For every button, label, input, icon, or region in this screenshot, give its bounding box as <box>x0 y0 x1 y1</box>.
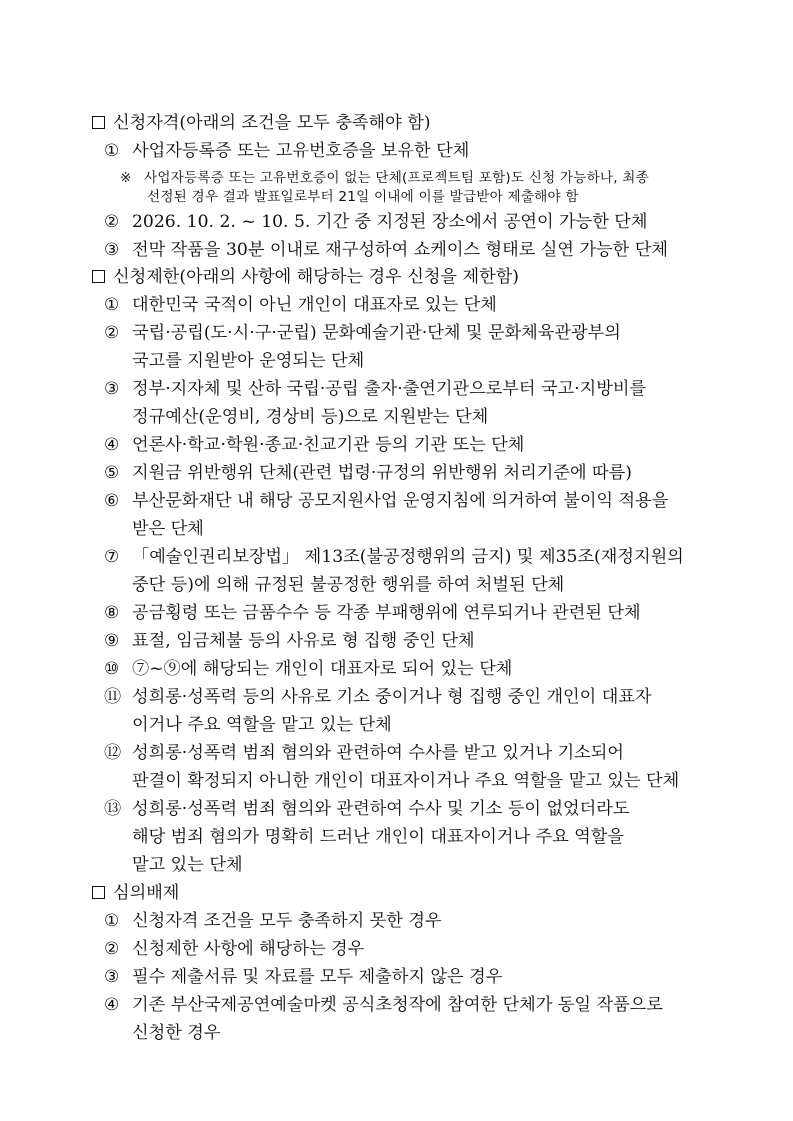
item-number: ⑨ <box>104 631 120 651</box>
list-item: ⑧ 공금횡령 또는 금품수수 등 각종 부패행위에 연루되거나 관련된 단체 <box>104 603 641 623</box>
item-number: ④ <box>104 435 120 455</box>
item-number: ⑥ <box>104 491 120 511</box>
list-item: ⑩ ⑦~⑨에 해당되는 개인이 대표자로 되어 있는 단체 <box>104 659 513 679</box>
item-number: ① <box>104 295 120 315</box>
item-number: ⑩ <box>104 659 120 679</box>
item-number: ① <box>104 911 120 931</box>
item-number: ④ <box>104 995 120 1015</box>
list-item: ① 사업자등록증 또는 고유번호증을 보유한 단체 <box>104 141 470 161</box>
item-number: ③ <box>104 379 120 399</box>
section-heading-eligibility: 신청자격(아래의 조건을 모두 충족해야 함) <box>92 112 431 134</box>
list-item-continuation: 정규예산(운영비, 경상비 등)으로 지원받는 단체 <box>132 407 489 427</box>
list-item: ⑤ 지원금 위반행위 단체(관련 법령·규정의 위반행위 처리기준에 따름) <box>104 463 632 483</box>
item-number: ① <box>104 141 120 161</box>
list-item-continuation: 중단 등)에 의해 규정된 불공정한 행위를 하여 처벌된 단체 <box>132 575 565 595</box>
list-item: ③ 필수 제출서류 및 자료를 모두 제출하지 않은 경우 <box>104 967 503 987</box>
item-number: ③ <box>104 967 120 987</box>
list-item-continuation: 국고를 지원받아 운영되는 단체 <box>132 351 365 371</box>
list-item-continuation: 해당 범죄 혐의가 명확히 드러난 개인이 대표자이거나 주요 역할을 <box>132 827 624 847</box>
list-item: ⑪ 성희롱·성폭력 등의 사유로 기소 중이거나 형 집행 중인 개인이 대표자 <box>104 687 652 707</box>
section-heading-review-exclusion: 심의배제 <box>92 882 179 904</box>
checkbox-square-icon <box>92 270 105 283</box>
item-number: ② <box>104 939 120 959</box>
checkbox-square-icon <box>92 886 105 899</box>
item-number: ② <box>104 212 120 232</box>
list-item: ③ 정부·지자체 및 산하 국립·공립 출자·출연기관으로부터 국고·지방비를 <box>104 379 647 399</box>
list-item: ⑬ 성희롱·성폭력 범죄 혐의와 관련하여 수사 및 기소 등이 없었더라도 <box>104 799 630 819</box>
item-number: ⑪ <box>104 687 122 707</box>
checkbox-square-icon <box>92 116 105 129</box>
list-item: ② 국립·공립(도·시·구·군립) 문화예술기관·단체 및 문화체육관광부의 <box>104 323 621 343</box>
list-item-continuation: 이거나 주요 역할을 맡고 있는 단체 <box>132 715 392 735</box>
list-item: ③ 전막 작품을 30분 이내로 재구성하여 쇼케이스 형태로 실연 가능한 단체 <box>104 240 668 260</box>
note-item: ※ 사업자등록증 또는 고유번호증이 없는 단체(프로젝트팀 포함)도 신청 가능하나, 최종 <box>120 167 649 189</box>
item-number: ⑤ <box>104 463 120 483</box>
item-number: ⑧ <box>104 603 120 623</box>
list-item: ② 2026. 10. 2. ~ 10. 5. 기간 중 지정된 장소에서 공연이 가능한 단체 <box>104 212 648 232</box>
list-item: ① 대한민국 국적이 아닌 개인이 대표자로 있는 단체 <box>104 295 497 315</box>
note-continuation: 선정된 경우 결과 발표일로부터 21일 이내에 이를 발급받아 제출해야 함 <box>147 189 579 205</box>
list-item: ⑥ 부산문화재단 내 해당 공모지원사업 운영지침에 의거하여 불이익 적용을 <box>104 491 669 511</box>
list-item: ④ 기존 부산국제공연예술마켓 공식초청작에 참여한 단체가 동일 작품으로 <box>104 995 663 1015</box>
list-item-continuation: 판결이 확정되지 아니한 개인이 대표자이거나 주요 역할을 맡고 있는 단체 <box>132 771 680 791</box>
item-number: ⑦ <box>104 547 120 567</box>
item-number: ② <box>104 323 120 343</box>
list-item: ① 신청자격 조건을 모두 충족하지 못한 경우 <box>104 911 442 931</box>
list-item-continuation: 받은 단체 <box>132 519 204 539</box>
list-item-continuation: 맡고 있는 단체 <box>132 855 243 875</box>
list-item-continuation: 신청한 경우 <box>132 1023 221 1043</box>
list-item: ④ 언론사·학교·학원·종교·친교기관 등의 기관 또는 단체 <box>104 435 525 455</box>
list-item: ② 신청제한 사항에 해당하는 경우 <box>104 939 365 959</box>
list-item: ⑫ 성희롱·성폭력 범죄 혐의와 관련하여 수사를 받고 있거나 기소되어 <box>104 743 624 763</box>
item-number: ⑫ <box>104 743 122 763</box>
list-item: ⑨ 표절, 임금체불 등의 사유로 형 집행 중인 단체 <box>104 631 475 651</box>
item-number: ③ <box>104 240 120 260</box>
reference-mark-icon: ※ <box>120 170 132 186</box>
section-heading-restrictions: 신청제한(아래의 사항에 해당하는 경우 신청을 제한함) <box>92 266 519 288</box>
item-number: ⑬ <box>104 799 122 819</box>
list-item: ⑦ 「예술인권리보장법」 제13조(불공정행위의 금지) 및 제35조(재정지원의 <box>104 547 684 567</box>
